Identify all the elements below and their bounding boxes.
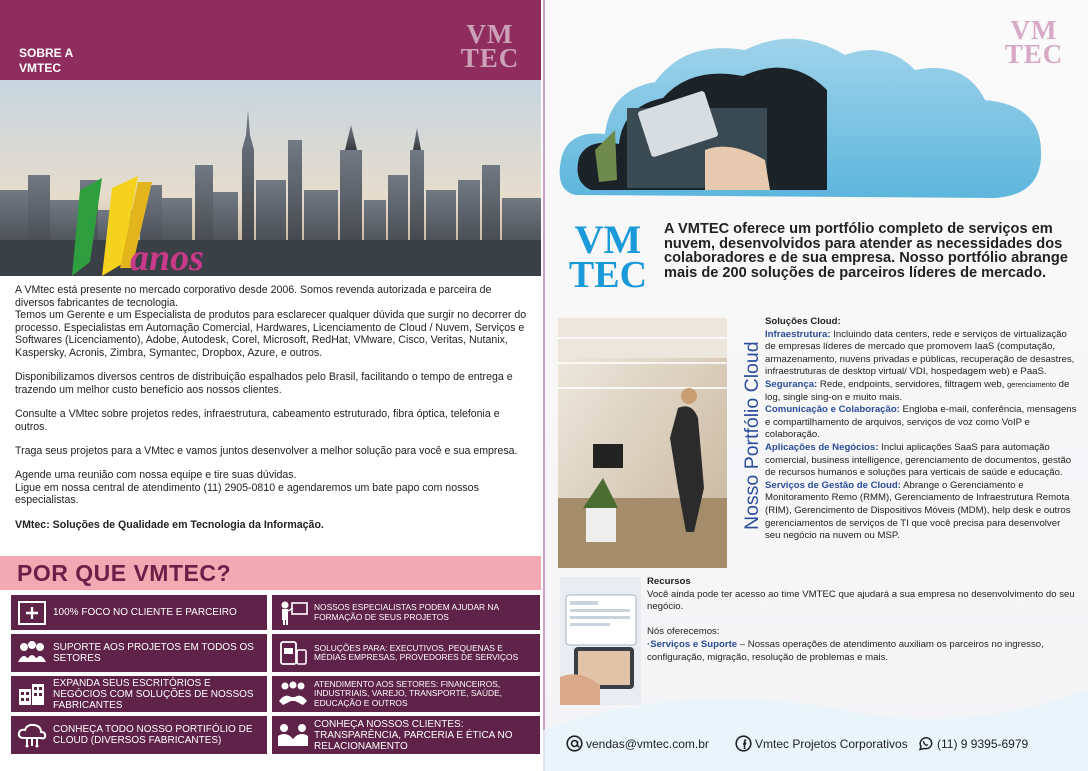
resources-text: Você ainda pode ter acesso ao time VMTEC que ajudará a sua empresa no desenvolvimento do seu negócio. bbox=[647, 588, 1075, 613]
service-text: Rede, endpoints, servidores, filtragem web, bbox=[817, 378, 1008, 390]
feature-specialists bbox=[271, 594, 541, 631]
about-paragraph-1: A VMtec está presente no mercado corporativo desde 2006. Somos revenda autorizada e parceira de diversos fabricantes de tecnologia. Temos um Gerente e um Especialista de produtos para esclarecer qualquer dúvida que surgir no decorrer do processo. Especialistas em Automação Comercial, Hardwares, Licenciamento de Cloud / Nuvem, Serviços e Softwares (Licenciamento), Adobe, Autodesk, Corel, Microsoft, RedHat, VMware, Cisco, Veritas, Nutanix, Kaspersky, Acronis, Zimbra, Symantec, Dropbox, Azure, e outros. bbox=[15, 284, 527, 359]
buildings-icon bbox=[11, 676, 53, 712]
logo-line-1: VM bbox=[1010, 15, 1058, 45]
service-text: Engloba e-mail, conferência, mensagens e compartilhamento de arquivos, serviços de voz como VoIP e colaboração. bbox=[765, 404, 1077, 441]
service-security bbox=[765, 379, 1077, 404]
decorative-wave bbox=[543, 670, 1088, 771]
service-cloud-management bbox=[765, 480, 1077, 543]
service-infrastructure bbox=[765, 329, 1077, 379]
service-business-apps bbox=[765, 442, 1077, 480]
service-lead: Serviços de Gestão de Cloud: bbox=[765, 479, 901, 491]
feature-client-focus bbox=[10, 594, 268, 631]
facebook-text: Vmtec Projetos Corporativos bbox=[755, 736, 908, 751]
logo-line-1: VM bbox=[466, 19, 514, 49]
left-page bbox=[0, 0, 541, 771]
feature-text: SUPORTE AOS PROJETOS EM TODOS OS SETORES bbox=[53, 642, 254, 664]
anos-label: anos bbox=[130, 237, 204, 279]
team-icon bbox=[11, 634, 53, 672]
logo-line-2: TEC bbox=[460, 43, 520, 73]
feature-sectors-served bbox=[271, 675, 541, 713]
contact-email[interactable] bbox=[566, 735, 709, 752]
portfolio-headline: A VMTEC oferece um portfólio completo de serviços em nuvem, desenvolvidos para atender as necessidades dos colaboradores e de sua empresa. Nosso portfólio abrange mais de 200 soluções de parceiros líderes de mercado. bbox=[664, 221, 1068, 281]
offer-item-text: – Nossas operações de atendimento auxiliam os parceiros no ingresso, configuração, migração, resolução de problemas e mais. bbox=[647, 638, 1044, 663]
presenter-icon bbox=[272, 595, 314, 630]
resources-heading: Recursos bbox=[647, 576, 691, 587]
cloud-network-icon bbox=[11, 716, 53, 754]
about-paragraph-3: Consulte a VMtec sobre projetos redes, infraestrutura, cabeamento estruturado, fibra óptica, telefonia e outros. bbox=[15, 408, 500, 433]
feature-text: EXPANDA SEUS ESCRITÓRIOS E NEGÓCIOS COM SOLUÇÕES DE NOSSOS FABRICANTES bbox=[53, 677, 254, 711]
vmtec-logo bbox=[455, 19, 525, 73]
about-paragraph-4: Traga seus projetos para a VMtec e vamos juntos desenvolver a melhor solução para você e sua empresa. bbox=[15, 445, 518, 457]
logo-line-2: TEC bbox=[1004, 39, 1064, 69]
logo-line-2: TEC bbox=[568, 254, 648, 296]
services-heading: Soluções Cloud: bbox=[765, 316, 841, 327]
offer-label: Nós oferecemos: bbox=[647, 626, 720, 638]
portfolio-vertical-title: Nosso Portfólio Cloud bbox=[741, 341, 763, 530]
anniversary-badge bbox=[60, 172, 210, 279]
service-text-cont: de log, single sing-on e muito mais. bbox=[765, 378, 1070, 403]
at-icon bbox=[566, 735, 583, 752]
cloud-services-list bbox=[765, 316, 1077, 543]
feature-text: SOLUÇÕES PARA: EXECUTIVOS, PEQUENAS E MÉDIAS EMPRESAS, PROVEDORES DE SERVIÇOS bbox=[314, 642, 519, 662]
service-lead: Infraestrutura: bbox=[765, 328, 831, 340]
feature-support-all-sectors bbox=[10, 633, 268, 673]
office-photo bbox=[558, 318, 727, 568]
phone-text: (11) 9 9395-6979 bbox=[937, 736, 1029, 751]
feature-know-clients bbox=[271, 715, 541, 755]
about-text bbox=[15, 284, 530, 543]
service-text: Incluindo data centers, rede e serviços de virtualização de empresas líderes de mercado que promovem IaaS (computação, armazenamento, nuvens privadas e públicas, recuperação de desastres, infraestruturas de desktop virtual/ VDI, hospedagem web) e PaaS. bbox=[765, 328, 1075, 378]
vmtec-logo-main bbox=[568, 217, 648, 296]
about-paragraph-5: Agende uma reunião com nossa equipe e tire suas dúvidas. Ligue em nossa central de atendimento (11) 2905-0810 e agendaremos um bate papo com nossos especialistas. bbox=[15, 469, 479, 507]
devices-icon bbox=[272, 634, 314, 672]
left-header bbox=[0, 0, 541, 80]
why-vmtec-band bbox=[0, 556, 541, 590]
service-lead: Segurança: bbox=[765, 378, 818, 390]
feature-solutions-for bbox=[271, 633, 541, 673]
feature-text: CONHEÇA NOSSOS CLIENTES: TRANSPARÊNCIA, PARCERIA E ÉTICA NO RELACIONAMENTO bbox=[314, 718, 513, 752]
service-lead: Comunicação e Colaboração: bbox=[765, 404, 900, 416]
offer-item-lead: ·Serviços e Suporte bbox=[647, 638, 738, 650]
feature-text: 100% FOCO NO CLIENTE E PARCEIRO bbox=[53, 607, 237, 618]
feature-cloud-portfolio bbox=[10, 715, 268, 755]
city-skyline-image bbox=[0, 80, 541, 279]
plus-icon bbox=[11, 595, 53, 630]
email-text: vendas@vmtec.com.br bbox=[586, 736, 709, 751]
service-lead: Aplicações de Negócios: bbox=[765, 441, 879, 453]
meeting-icon bbox=[272, 716, 314, 754]
whatsapp-icon bbox=[917, 735, 934, 752]
feature-text: NOSSOS ESPECIALISTAS PODEM AJUDAR NA FORMAÇÃO DE SEUS PROJETOS bbox=[314, 602, 499, 622]
cloud-laptop-image bbox=[555, 30, 1045, 205]
service-text: Inclui aplicações SaaS para automação comercial, business intelligence, gerenciamento de documentos, gestão de recursos humanos e soluções para verticais de saúde e educação. bbox=[765, 441, 1072, 479]
contact-phone[interactable] bbox=[917, 735, 1028, 752]
section-title: SOBRE A VMTEC bbox=[19, 46, 74, 75]
feature-text: ATENDIMENTO AOS SETORES: FINANCEIROS, INDUSTRIAIS, VAREJO, TRANSPORTE, SAÚDE, EDUCAÇÃO E OUTROS bbox=[314, 678, 503, 708]
facebook-icon bbox=[735, 735, 752, 752]
feature-text: CONHEÇA TODO NOSSO PORTIFÓLIO DE CLOUD (DIVERSOS FABRICANTES) bbox=[53, 724, 253, 746]
service-communication bbox=[765, 404, 1077, 442]
feature-expand-offices bbox=[10, 675, 268, 713]
offer-item bbox=[647, 639, 1077, 664]
handshake-icon bbox=[272, 676, 314, 712]
about-paragraph-2: Disponibilizamos diversos centros de distribuição espalhados pelo Brasil, facilitando o tempo de entrega e trazendo um melhor custo benefício aos nossos clientes. bbox=[15, 371, 513, 396]
why-vmtec-title: POR QUE VMTEC? bbox=[17, 560, 232, 586]
resources-section bbox=[647, 576, 1077, 664]
tagline: VMtec: Soluções de Qualidade em Tecnologia da Informação. bbox=[15, 518, 324, 531]
contact-facebook[interactable] bbox=[735, 735, 908, 752]
service-text: Abrange o Gerenciamento e Monitoramento Remo (RMM), Gerenciamento de Infraestrutura Remota (RIM), Gerencimento de Dispositivos Móveis (MDM), help desk e outros gerenciamentos de serviços de TI que você precisa para desenvolver seu negócio na nuvem ou MSP. bbox=[765, 479, 1071, 542]
logo-line-1: VM bbox=[574, 217, 642, 262]
service-small-text: gerenciamento bbox=[1007, 379, 1057, 389]
